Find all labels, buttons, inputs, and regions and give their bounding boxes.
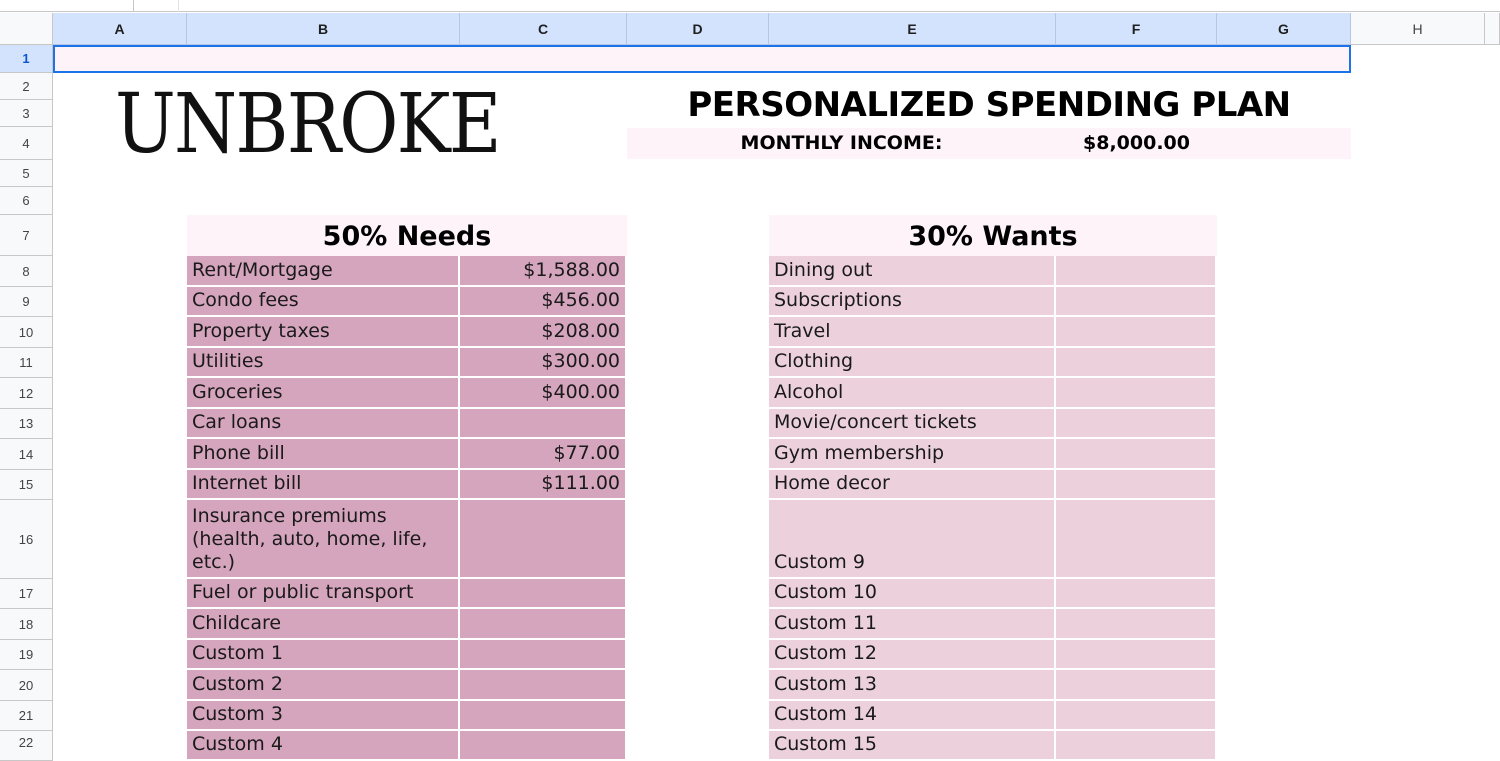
wants-item-label[interactable]: Custom 12 [769,640,1056,670]
wants-item-label[interactable]: Home decor [769,470,1056,500]
wants-heading[interactable]: 30% Wants [769,215,1217,256]
needs-item-label[interactable]: Fuel or public transport [187,579,460,609]
row-header-22[interactable]: 22 [0,731,53,761]
needs-item-amount[interactable] [460,409,627,439]
wants-item-label[interactable]: Dining out [769,256,1056,287]
monthly-income-label[interactable]: MONTHLY INCOME: [740,132,943,154]
wants-item-label[interactable]: Custom 10 [769,579,1056,609]
wants-item-amount[interactable] [1056,609,1217,640]
needs-item-label[interactable]: Property taxes [187,317,460,348]
column-header-h[interactable]: H [1351,13,1485,45]
wants-item-label[interactable]: Custom 15 [769,731,1056,761]
needs-heading[interactable]: 50% Needs [187,215,627,256]
toolbar-strip [0,0,1500,12]
row-header-12[interactable]: 12 [0,378,53,409]
column-header-b[interactable]: B [187,13,460,45]
needs-item-label[interactable]: Condo fees [187,287,460,317]
needs-item-amount[interactable]: $208.00 [460,317,627,348]
row-header-11[interactable]: 11 [0,348,53,378]
wants-item-label[interactable]: Movie/concert tickets [769,409,1056,439]
wants-item-amount[interactable] [1056,670,1217,701]
needs-item-label[interactable]: Insurance premiums (health, auto, home, life, etc.) [187,500,460,579]
wants-item-label[interactable]: Custom 14 [769,701,1056,731]
needs-item-amount[interactable]: $400.00 [460,378,627,409]
needs-item-label[interactable]: Rent/Mortgage [187,256,460,287]
row-header-8[interactable]: 8 [0,256,53,287]
row-header-20[interactable]: 20 [0,670,53,701]
wants-item-amount[interactable] [1056,317,1217,348]
row-header-18[interactable]: 18 [0,609,53,640]
row-header-4[interactable]: 4 [0,127,53,160]
needs-item-label[interactable]: Custom 2 [187,670,460,701]
needs-item-amount[interactable] [460,701,627,731]
column-header-g[interactable]: G [1217,13,1351,45]
needs-item-label[interactable]: Internet bill [187,470,460,500]
wants-item-amount[interactable] [1056,500,1217,579]
wants-item-amount[interactable] [1056,256,1217,287]
needs-item-label[interactable]: Utilities [187,348,460,378]
wants-item-amount[interactable] [1056,409,1217,439]
column-header-a[interactable]: A [53,13,187,45]
wants-item-label[interactable]: Alcohol [769,378,1056,409]
needs-item-label[interactable]: Custom 1 [187,640,460,670]
needs-item-amount[interactable] [460,500,627,579]
row-header-21[interactable]: 21 [0,701,53,731]
needs-item-label[interactable]: Groceries [187,378,460,409]
wants-item-amount[interactable] [1056,579,1217,609]
needs-item-label[interactable]: Custom 3 [187,701,460,731]
row-header-17[interactable]: 17 [0,579,53,609]
row-header-6[interactable]: 6 [0,187,53,215]
needs-item-amount[interactable]: $300.00 [460,348,627,378]
wants-item-amount[interactable] [1056,470,1217,500]
row-header-2[interactable]: 2 [0,73,53,100]
select-all-corner[interactable] [0,13,53,45]
needs-item-amount[interactable] [460,640,627,670]
needs-item-amount[interactable] [460,731,627,761]
column-header-e[interactable]: E [769,13,1056,45]
unbroke-logo: UNBROKE [115,77,500,172]
row-header-13[interactable]: 13 [0,409,53,439]
wants-item-amount[interactable] [1056,640,1217,670]
wants-item-label[interactable]: Subscriptions [769,287,1056,317]
wants-item-label[interactable]: Travel [769,317,1056,348]
wants-item-label[interactable]: Gym membership [769,439,1056,470]
toolbar-stub [133,0,179,12]
column-header-next[interactable] [1485,13,1500,45]
column-header-f[interactable]: F [1056,13,1217,45]
wants-item-label[interactable]: Custom 11 [769,609,1056,640]
needs-item-label[interactable]: Childcare [187,609,460,640]
needs-item-amount[interactable]: $1,588.00 [460,256,627,287]
wants-item-amount[interactable] [1056,348,1217,378]
wants-item-label[interactable]: Custom 13 [769,670,1056,701]
wants-item-amount[interactable] [1056,439,1217,470]
wants-item-amount[interactable] [1056,287,1217,317]
needs-item-label[interactable]: Custom 4 [187,731,460,761]
needs-item-amount[interactable]: $456.00 [460,287,627,317]
page-title: PERSONALIZED SPENDING PLAN [687,85,1291,125]
needs-item-amount[interactable] [460,670,627,701]
needs-item-amount[interactable]: $77.00 [460,439,627,470]
row-header-9[interactable]: 9 [0,287,53,317]
row-header-14[interactable]: 14 [0,439,53,470]
monthly-income-value[interactable]: $8,000.00 [1083,132,1190,154]
needs-item-amount[interactable] [460,579,627,609]
wants-item-amount[interactable] [1056,378,1217,409]
needs-item-amount[interactable]: $111.00 [460,470,627,500]
row-header-10[interactable]: 10 [0,317,53,348]
wants-item-amount[interactable] [1056,701,1217,731]
needs-item-label[interactable]: Phone bill [187,439,460,470]
wants-item-label[interactable]: Clothing [769,348,1056,378]
selected-row-1[interactable] [53,45,1351,73]
row-header-3[interactable]: 3 [0,100,53,127]
needs-item-amount[interactable] [460,609,627,640]
wants-item-label[interactable]: Custom 9 [769,500,1056,579]
row-header-15[interactable]: 15 [0,470,53,500]
row-header-19[interactable]: 19 [0,640,53,670]
column-header-d[interactable]: D [627,13,769,45]
column-header-c[interactable]: C [460,13,627,45]
needs-item-label[interactable]: Car loans [187,409,460,439]
row-header-5[interactable]: 5 [0,160,53,187]
row-header-1[interactable]: 1 [0,45,53,73]
row-header-7[interactable]: 7 [0,215,53,256]
row-header-16[interactable]: 16 [0,500,53,579]
wants-item-amount[interactable] [1056,731,1217,761]
